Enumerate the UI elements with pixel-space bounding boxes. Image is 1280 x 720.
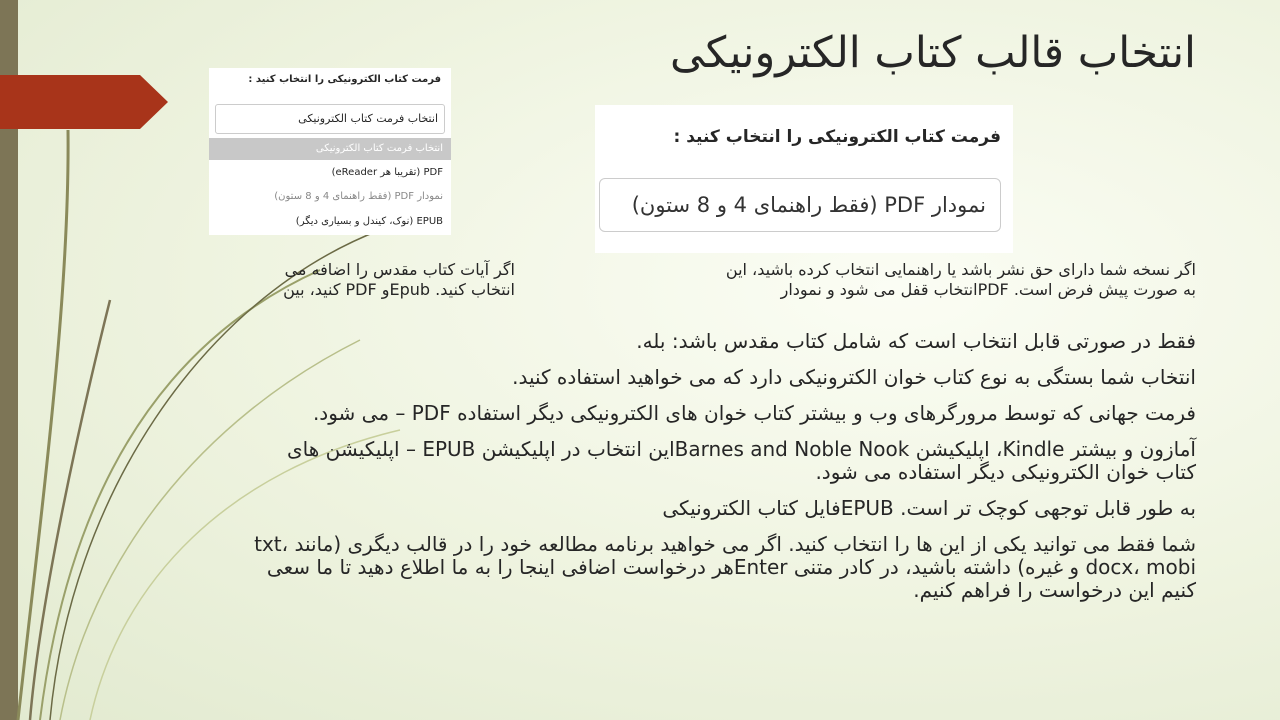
note-right-line: اگر نسخه شما دارای حق نشر باشد یا راهنمایی انتخاب کرده باشید، این xyxy=(725,260,1196,279)
slide-title: انتخاب قالب کتاب الکترونیکی xyxy=(669,28,1196,78)
chart-pdf-select-screenshot xyxy=(595,105,1013,253)
note-left-line: انتخاب کنید. Epubو PDF کنید، بین xyxy=(283,280,515,299)
bullet-item: انتخاب شما بستگی به نوع کتاب خوان الکترونیکی دارد که می خواهید استفاده کنید. xyxy=(512,365,1196,389)
format-option[interactable]: نمودار PDF (فقط راهنمای 4 و 8 ستون) xyxy=(274,191,443,202)
bullet-item: فقط در صورتی قابل انتخاب است که شامل کتاب مقدس باشد: بله. xyxy=(636,329,1196,353)
bullet-item: فرمت جهانی که توسط مرورگرهای وب و بیشتر کتاب خوان های الکترونیکی دیگر استفاده PDF – می شود. xyxy=(312,401,1196,425)
format-select[interactable]: انتخاب فرمت کتاب الکترونیکی xyxy=(215,104,445,134)
accent-arrow-shape xyxy=(0,75,168,129)
note-left-line: اگر آیات کتاب مقدس را اضافه می xyxy=(284,260,515,279)
format-label: فرمت کتاب الکترونیکی را انتخاب کنید : xyxy=(248,74,441,85)
note-left xyxy=(215,260,515,300)
bullet-item: آمازون و بیشتر Kindle، اپلیکیشن Barnes and Noble Nookاین انتخاب در اپلیکیشن EPUB – اپلیکیشن های کتاب خوان الکترونیکی دیگر استفاده می شود. xyxy=(287,437,1196,484)
format-dropdown-screenshot xyxy=(209,68,451,235)
format-label: فرمت کتاب الکترونیکی را انتخاب کنید : xyxy=(673,127,1001,147)
format-select[interactable]: نمودار PDF (فقط راهنمای 4 و 8 ستون) xyxy=(599,178,1001,232)
bullet-list xyxy=(246,330,1196,615)
bullet-item: به طور قابل توجهی کوچک تر است. EPUBفایل کتاب الکترونیکی xyxy=(662,496,1196,520)
note-right xyxy=(676,260,1196,300)
format-option[interactable]: PDF (تقریبا هر eReader) xyxy=(331,167,443,178)
format-option[interactable]: EPUB (نوک، کیندل و بسیاری دیگر) xyxy=(295,216,443,227)
note-right-line: به صورت پیش فرض است. PDFانتخاب قفل می شود و نمودار xyxy=(780,280,1196,299)
format-option[interactable]: انتخاب فرمت کتاب الکترونیکی xyxy=(209,138,451,160)
bullet-item: شما فقط می توانید یکی از این ها را انتخاب کنید. اگر می خواهید برنامه مطالعه خود را در قالب دیگری (مانند txt، docx، mobi و غیره) داشته باشید، در کادر متنی Enterهر درخواست اضافی اینجا را به ما اطلاع دهید تا ما سعی کنیم این درخواست را فراهم کنیم. xyxy=(254,532,1196,602)
